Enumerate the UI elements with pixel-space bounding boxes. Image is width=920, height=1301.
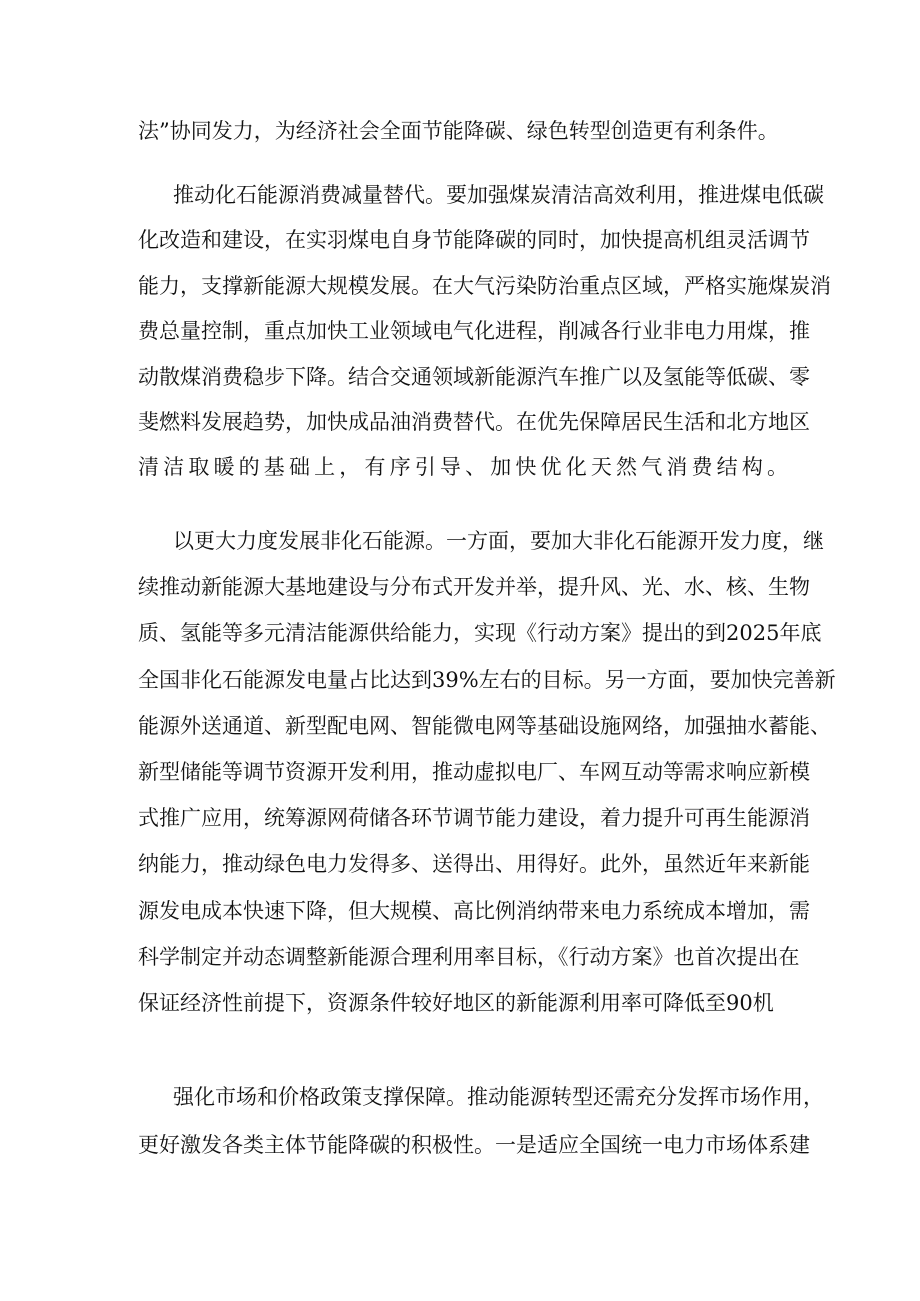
- paragraph-line: 能力，支撑新能源大规模发展。在大气污染防治重点区域，严格实施煤炭消: [138, 274, 831, 298]
- paragraph-line: 清洁取暖的基础上，有序引导、加快优化天然气消费结构。: [138, 455, 788, 479]
- paragraph-line: 保证经济性前提下，资源条件较好地区的新能源利用率可降低至90机: [138, 991, 774, 1015]
- paragraph-line: 动散煤消费稳步下降。结合交通领域新能源汽车推广以及氢能等低碳、零: [138, 365, 810, 389]
- paragraph-line: 质、氢能等多元清洁能源供给能力，实现《行动方案》提出的到2025年底: [138, 621, 822, 645]
- paragraph-line: 斐燃料发展趋势，加快成品油消费替代。在优先保障居民生活和北方地区: [138, 410, 810, 434]
- paragraph-line: 续推动新能源大基地建设与分布式开发并举，提升风、光、水、核、生物: [138, 575, 810, 599]
- paragraph-line: 能源外送通道、新型配电网、智能微电网等基础设施网络，加强抽水蓄能、: [138, 714, 831, 738]
- paragraph-line: 全国非化石能源发电量占比达到39%左右的目标。另一方面，要加快完善新: [138, 668, 836, 692]
- paragraph-line: 强化市场和价格政策支撑保障。推动能源转型还需充分发挥市场作用，: [173, 1085, 824, 1109]
- paragraph-line: 新型储能等调节资源开发利用，推动虚拟电厂、车网互动等需求响应新模: [138, 760, 810, 784]
- paragraph-line: 法”协同发力，为经济社会全面节能降碳、绿色转型创造更有利条件。: [138, 119, 779, 143]
- paragraph-line: 式推广应用，统筹源网荷储各环节调节能力建设，着力提升可再生能源消: [138, 806, 810, 830]
- paragraph-line: 更好激发各类主体节能降碳的积极性。一是适应全国统一电力市场体系建: [138, 1133, 810, 1157]
- paragraph-line: 源发电成本快速下降，但大规模、高比例消纳带来电力系统成本增加，需: [138, 899, 810, 923]
- paragraph-line: 科学制定并动态调整新能源合理利用率目标，《行动方案》也首次提出在: [138, 945, 800, 969]
- paragraph-line: 纳能力，推动绿色电力发得多、送得出、用得好。此外，虽然近年来新能: [138, 852, 810, 876]
- paragraph-line: 费总量控制，重点加快工业领域电气化进程，削减各行业非电力用煤，推: [138, 319, 810, 343]
- paragraph-line: 化改造和建设，在实羽煤电自身节能降碳的同时，加快提高机组灵活调节: [138, 228, 810, 252]
- paragraph-line: 推动化石能源消费减量替代。要加强煤炭清洁高效利用，推进煤电低碳: [173, 183, 824, 207]
- paragraph-line: 以更大力度发展非化石能源。一方面，要加大非化石能源开发力度，继: [173, 529, 824, 553]
